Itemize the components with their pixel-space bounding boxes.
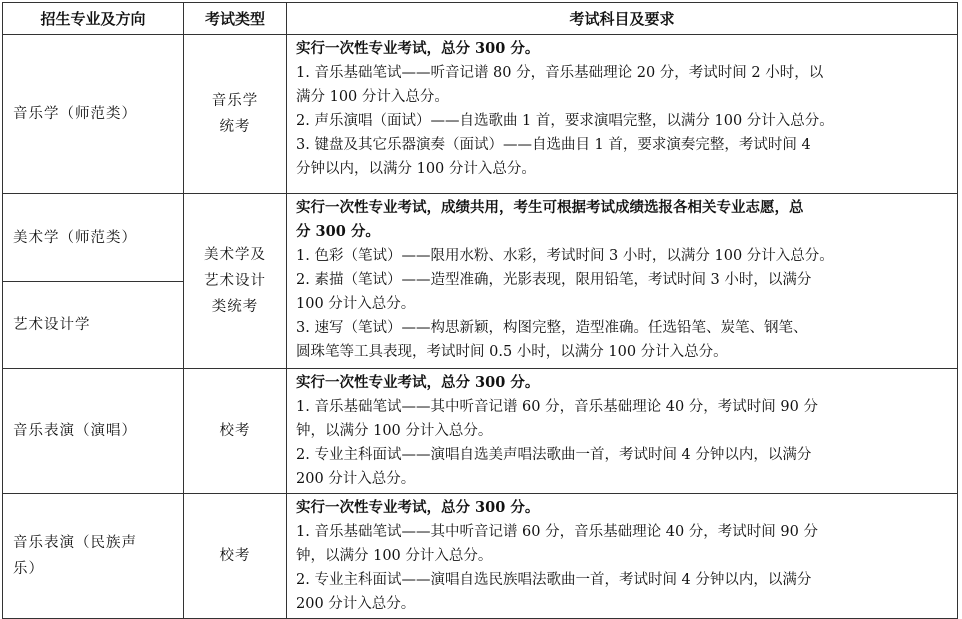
requirements-cell bbox=[287, 369, 958, 494]
requirement-line: 1. 音乐基础笔试——听音记谱 80 分，音乐基础理论 20 分，考试时间 2 小时，以 bbox=[296, 65, 824, 81]
major-name: 音乐表演（演唱） bbox=[13, 423, 137, 439]
major-cell bbox=[3, 282, 184, 369]
table-row-fine-arts-education bbox=[3, 194, 958, 282]
exam-type-line: 美术学及 bbox=[204, 247, 266, 263]
requirement-line: 圆珠笔等工具表现，考试时间 0.5 小时，以满分 100 分计入总分。 bbox=[296, 344, 728, 360]
requirement-line: 200 分计入总分。 bbox=[296, 471, 416, 487]
major-name: 艺术设计学 bbox=[13, 317, 91, 333]
exam-type-cell bbox=[184, 494, 287, 619]
major-cell bbox=[3, 369, 184, 494]
requirement-line: 1. 音乐基础笔试——其中听音记谱 60 分，音乐基础理论 40 分，考试时间 90 分 bbox=[296, 399, 818, 415]
table-row-music-performance-folk bbox=[3, 494, 958, 619]
header-requirements: 考试科目及要求 bbox=[287, 3, 958, 35]
exam-type-line: 校考 bbox=[219, 548, 251, 564]
requirement-line: 100 分计入总分。 bbox=[296, 296, 416, 312]
major-cell bbox=[3, 35, 184, 194]
table-row-music-performance-vocal bbox=[3, 369, 958, 494]
requirement-line: 分钟以内，以满分 100 分计入总分。 bbox=[296, 161, 536, 177]
requirement-line: 200 分计入总分。 bbox=[296, 596, 416, 612]
exam-type-cell bbox=[184, 194, 287, 369]
requirement-head: 实行一次性专业考试，总分 300 分。 bbox=[296, 374, 540, 391]
exam-type-line: 类统考 bbox=[211, 299, 259, 315]
major-name: 美术学（师范类） bbox=[13, 229, 137, 246]
major-cell bbox=[3, 194, 184, 282]
requirement-line: 1. 音乐基础笔试——其中听音记谱 60 分，音乐基础理论 40 分，考试时间 90 分 bbox=[296, 524, 818, 540]
requirement-head: 分 300 分。 bbox=[296, 223, 380, 240]
requirement-line: 钟，以满分 100 分计入总分。 bbox=[296, 548, 493, 564]
exam-type-line: 统考 bbox=[219, 119, 251, 135]
major-name: 音乐表演（民族声 bbox=[13, 535, 137, 551]
header-exam-type: 考试类型 bbox=[184, 3, 287, 35]
major-cell bbox=[3, 494, 184, 619]
requirements-cell bbox=[287, 494, 958, 619]
major-name: 乐） bbox=[13, 561, 44, 577]
major-name: 音乐学（师范类） bbox=[13, 106, 137, 122]
requirement-line: 2. 素描（笔试）——造型准确，光影表现，限用铅笔，考试时间 3 小时，以满分 bbox=[296, 272, 812, 288]
requirement-line: 3. 键盘及其它乐器演奏（面试）——自选曲目 1 首，要求演奏完整，考试时间 4 bbox=[296, 137, 811, 153]
requirements-cell bbox=[287, 35, 958, 194]
requirement-head: 实行一次性专业考试，总分 300 分。 bbox=[296, 40, 540, 57]
table-row-music-education bbox=[3, 35, 958, 194]
header-major: 招生专业及方向 bbox=[3, 3, 184, 35]
requirement-head: 实行一次性专业考试，成绩共用，考生可根据考试成绩选报各相关专业志愿，总 bbox=[296, 199, 804, 216]
admission-exam-table bbox=[2, 2, 958, 619]
requirement-line: 钟，以满分 100 分计入总分。 bbox=[296, 423, 493, 439]
exam-type-line: 音乐学 bbox=[211, 93, 259, 109]
header-row bbox=[3, 3, 958, 35]
requirement-line: 2. 声乐演唱（面试）——自选歌曲 1 首，要求演唱完整，以满分 100 分计入总分。 bbox=[296, 113, 834, 129]
requirement-line: 2. 专业主科面试——演唱自选民族唱法歌曲一首，考试时间 4 分钟以内，以满分 bbox=[296, 572, 812, 588]
exam-type-line: 艺术设计 bbox=[204, 273, 266, 289]
requirement-line: 满分 100 分计入总分。 bbox=[296, 89, 449, 105]
requirement-line: 3. 速写（笔试）——构思新颖，构图完整，造型准确。任选铅笔、炭笔、钢笔、 bbox=[296, 320, 808, 336]
exam-type-cell bbox=[184, 369, 287, 494]
exam-type-line: 校考 bbox=[219, 423, 251, 439]
requirement-head: 实行一次性专业考试，总分 300 分。 bbox=[296, 499, 540, 516]
exam-type-cell bbox=[184, 35, 287, 194]
requirement-line: 2. 专业主科面试——演唱自选美声唱法歌曲一首，考试时间 4 分钟以内，以满分 bbox=[296, 447, 812, 463]
requirement-line: 1. 色彩（笔试）——限用水粉、水彩，考试时间 3 小时，以满分 100 分计入总分。 bbox=[296, 248, 834, 264]
requirements-cell bbox=[287, 194, 958, 369]
